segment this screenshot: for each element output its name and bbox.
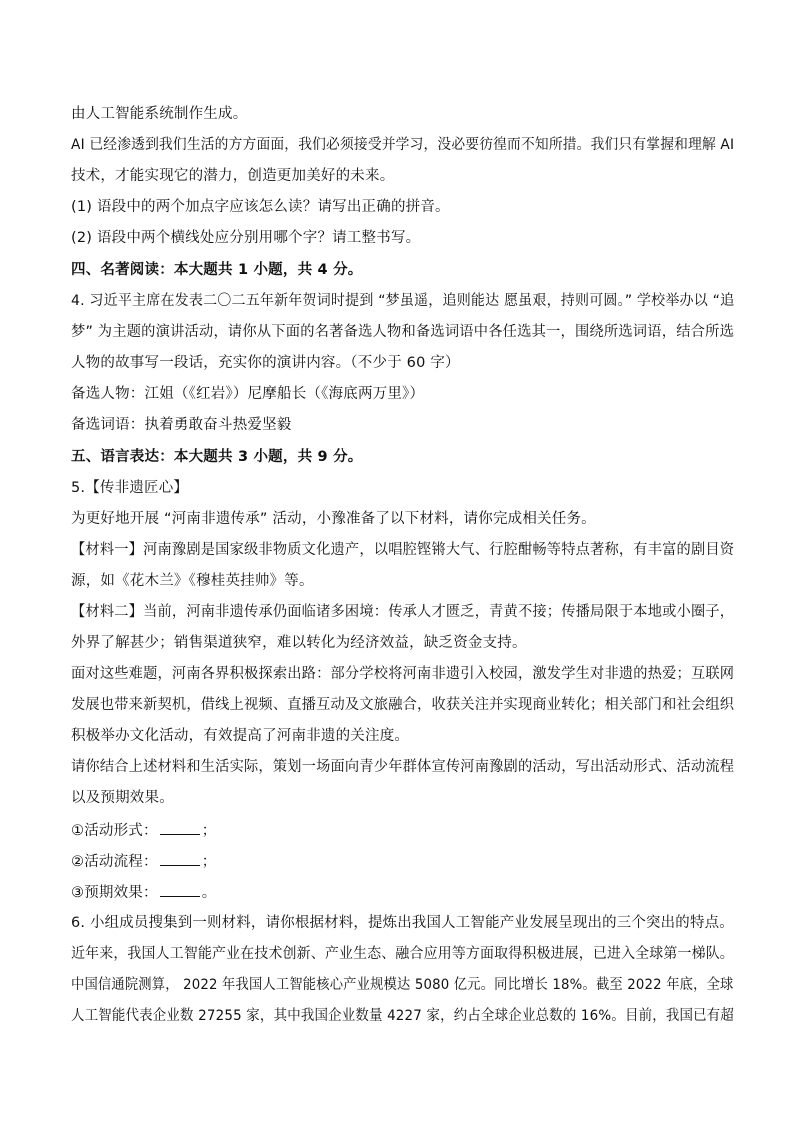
candidate-characters: 备选人物：江姐（《红岩》）尼摩船长（《海底两万里》） (71, 386, 425, 402)
question-6-text: 6. 小组成员搜集到一则材料，请你根据材料，提炼出我国人工智能产业发展呈现出的三个突出的特点。 (71, 915, 734, 931)
question-4-text: 梦” 为主题的演讲活动，请你从下面的名著备选人物和备选词语中各任选其一，围绕所选词语，结合所选 (71, 324, 735, 340)
material-2-text: 积极举办文化活动，有效提高了河南非遗的关注度。 (71, 728, 410, 744)
fill-label: ③预期效果： (71, 885, 158, 901)
fill-punct: 。 (201, 885, 217, 901)
material-1-text: 【材料一】河南豫剧是国家级非物质文化遗产，以唱腔铿锵大气、行腔酣畅等特点著称，有丰富的剧目资 (71, 542, 735, 558)
text-line: AI 已经渗透到我们生活的方方面面，我们必须接受并学习，没必要彷徨而不知所措。我们只有掌握和理解 AI (71, 137, 735, 153)
material-1-text: 源，如《花木兰》《穆桂英挂帅》等。 (71, 573, 314, 589)
material-2-text: 外界了解甚少；销售渠道狭窄，难以转化为经济效益，缺乏资金支持。 (71, 635, 527, 651)
candidate-words: 备选词语：执着勇敢奋斗热爱坚毅 (71, 417, 292, 433)
fill-item-activity-flow (71, 851, 216, 872)
question-4-text: 4. 习近平主席在发表二〇二五年新年贺词时提到 “梦虽遥，追则能达 愿虽艰，持则可圆。” 学校举办以 “追 (71, 293, 735, 309)
text-line: 技术，才能实现它的潜力，创造更加美好的未来。 (71, 168, 395, 184)
question-6-material: 中国信通院测算， 2022 年我国人工智能核心产业规模达 5080 亿元。同比增长 18%。截至 2022 年底，全球 (71, 977, 734, 993)
fill-label: ②活动流程： (71, 854, 158, 870)
fill-label: ①活动形式： (71, 823, 158, 839)
question-5-text: 为更好地开展 “河南非遗传承” 活动，小豫准备了以下材料，请你完成相关任务。 (71, 511, 596, 527)
question-6-material: 近年来，我国人工智能产业在技术创新、产业生态、融合应用等方面取得积极进展，已进入全球第一梯队。 (71, 946, 734, 962)
question-6-material: 人工智能代表企业数 27255 家，其中我国企业数量 4227 家，约占全球企业总数的 16%。目前，我国已有超 (71, 1008, 735, 1024)
question-4-text: 人物的故事写一段话，充实你的演讲内容。（不少于 60 字） (71, 355, 460, 371)
task-text: 请你结合上述材料和生活实际，策划一场面向青少年群体宣传河南豫剧的活动，写出活动形式、活动流程 (71, 759, 735, 775)
answer-blank[interactable] (160, 820, 200, 835)
question-5-title: 5.【传非遗匠心】 (71, 480, 189, 496)
question-part-1: (1) 语段中的两个加点字应该怎么读？请写出正确的拼音。 (71, 199, 450, 215)
material-2-text: 发展也带来新契机，借线上视频、直播互动及文旅融合，收获关注并实现商业转化；相关部门和社会组织 (71, 697, 735, 713)
section-heading-5: 五、语言表达：本大题共 3 小题，共 9 分。 (71, 449, 363, 465)
task-text: 以及预期效果。 (71, 790, 174, 806)
question-part-2: (2) 语段中两个横线处应分别用哪个字？请工整书写。 (71, 230, 421, 246)
section-heading-4: 四、名著阅读：本大题共 1 小题，共 4 分。 (71, 262, 363, 278)
fill-punct: ； (201, 823, 217, 839)
fill-item-activity-form (71, 820, 216, 841)
fill-punct: ； (201, 854, 217, 870)
answer-blank[interactable] (160, 882, 200, 897)
text-line: 由人工智能系统制作生成。 (71, 106, 248, 122)
material-2-text: 面对这些难题，河南各界积极探索出路：部分学校将河南非遗引入校园，激发学生对非遗的热爱；互联网 (71, 666, 735, 682)
material-2-text: 【材料二】当前，河南非遗传承仍面临诸多困境：传承人才匮乏，青黄不接；传播局限于本地或小圈子， (71, 604, 735, 620)
fill-item-expected-effect (71, 882, 216, 903)
answer-blank[interactable] (160, 851, 200, 866)
